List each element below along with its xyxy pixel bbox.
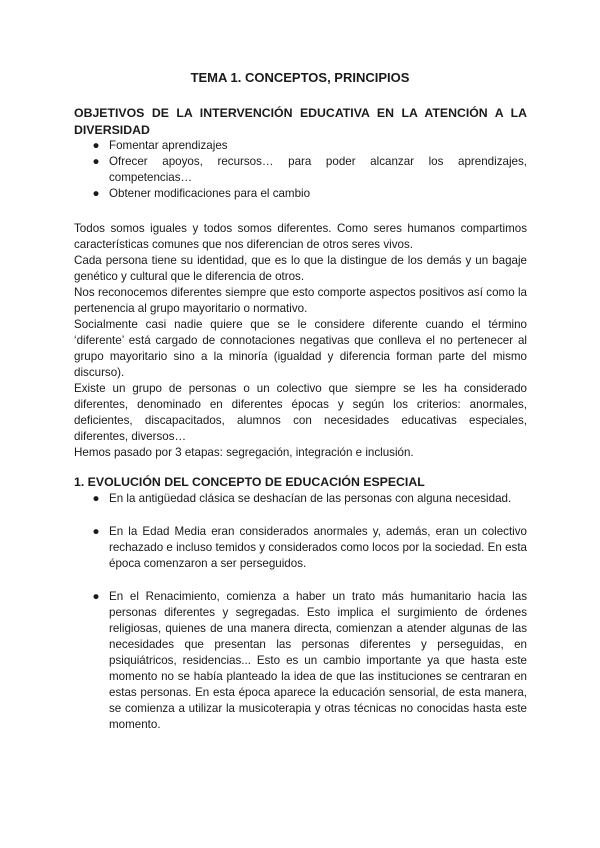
list-item xyxy=(91,154,527,186)
objetivos-heading xyxy=(74,105,527,139)
paragraph: Existe un grupo de personas o un colectivo que siempre se les ha considerado diferentes, denominado en diferentes épocas y según los criterios: anormales, deficientes, discapacitados, alumnos con necesidades educativas especiales, diferentes, diversos… xyxy=(74,382,527,443)
list-item-text: En la Edad Media eran considerados anormales y, además, eran un colectivo rechazado e incluso temidos y considerados como locos por la sociedad. En esta época comenzaron a ser perseguidos. xyxy=(109,525,527,570)
bullet-icon: ● xyxy=(92,155,100,168)
bullet-icon: ● xyxy=(92,525,100,538)
list-item-text: En el Renacimiento, comienza a haber un trato más humanitario hacia las personas diferentes y segregadas. Esto implica el surgimiento de órdenes religiosas, quienes de una manera directa, comienzan a atender algunas de las necesidades que presentan las personas diferentes y perseguidas, en psiquiátricos, residencias... Esto es un cambio importante ya que hasta este momento no se había planteado la idea de que las instituciones se centraran en estas personas. En esta época aparece la educación sensorial, de esta manera, se comienza a utilizar la musicoterapia y otras técnicas no conocidas hasta este momento. xyxy=(109,590,527,731)
section-1-heading: 1. EVOLUCIÓN DEL CONCEPTO DE EDUCACIÓN ESPECIAL xyxy=(74,475,425,489)
bullet-icon: ● xyxy=(92,590,100,603)
list-item-text: Fomentar aprendizajes xyxy=(109,139,228,152)
objetivos-heading-line-2: DIVERSIDAD xyxy=(74,123,150,137)
bullet-icon: ● xyxy=(92,187,100,200)
list-item xyxy=(91,524,527,572)
list-item xyxy=(91,589,527,733)
bullet-icon: ● xyxy=(92,139,100,152)
objetivos-heading-line-1: OBJETIVOS DE LA INTERVENCIÓN EDUCATIVA EN LA ATENCIÓN A LA xyxy=(74,106,527,120)
list-item xyxy=(91,138,527,154)
paragraph: Hemos pasado por 3 etapas: segregación, integración e inclusión. xyxy=(74,446,414,459)
paragraph: Cada persona tiene su identidad, que es lo que la distingue de los demás y un bagaje genético y cultural que le diferencia de otros. xyxy=(74,254,527,283)
page-title: TEMA 1. CONCEPTOS, PRINCIPIOS xyxy=(190,70,410,85)
section-1-list xyxy=(91,491,527,733)
list-item-text: Obtener modificaciones para el cambio xyxy=(109,187,311,200)
list-item-text: Ofrecer apoyos, recursos… para poder alcanzar los aprendizajes, competencias… xyxy=(109,155,527,184)
list-item xyxy=(91,186,527,202)
body-paragraphs xyxy=(74,221,527,461)
objetivos-list xyxy=(91,138,527,202)
paragraph: Nos reconocemos diferentes siempre que esto comporte aspectos positivos así como la pertenencia al grupo mayoritario o normativo. xyxy=(74,286,527,315)
list-item xyxy=(91,491,527,507)
bullet-icon: ● xyxy=(92,492,100,505)
paragraph: Socialmente casi nadie quiere que se le considere diferente cuando el término ‘diferente’ está cargado de connotaciones negativas que conlleva el no pertenecer al grupo mayoritario sino a la minoría (igualdad y diferencia forman parte del mismo discurso). xyxy=(74,318,527,379)
paragraph: Todos somos iguales y todos somos diferentes. Como seres humanos compartimos características comunes que nos diferencian de otros seres vivos. xyxy=(74,222,527,251)
list-item-text: En la antigüedad clásica se deshacían de las personas con alguna necesidad. xyxy=(109,492,512,505)
